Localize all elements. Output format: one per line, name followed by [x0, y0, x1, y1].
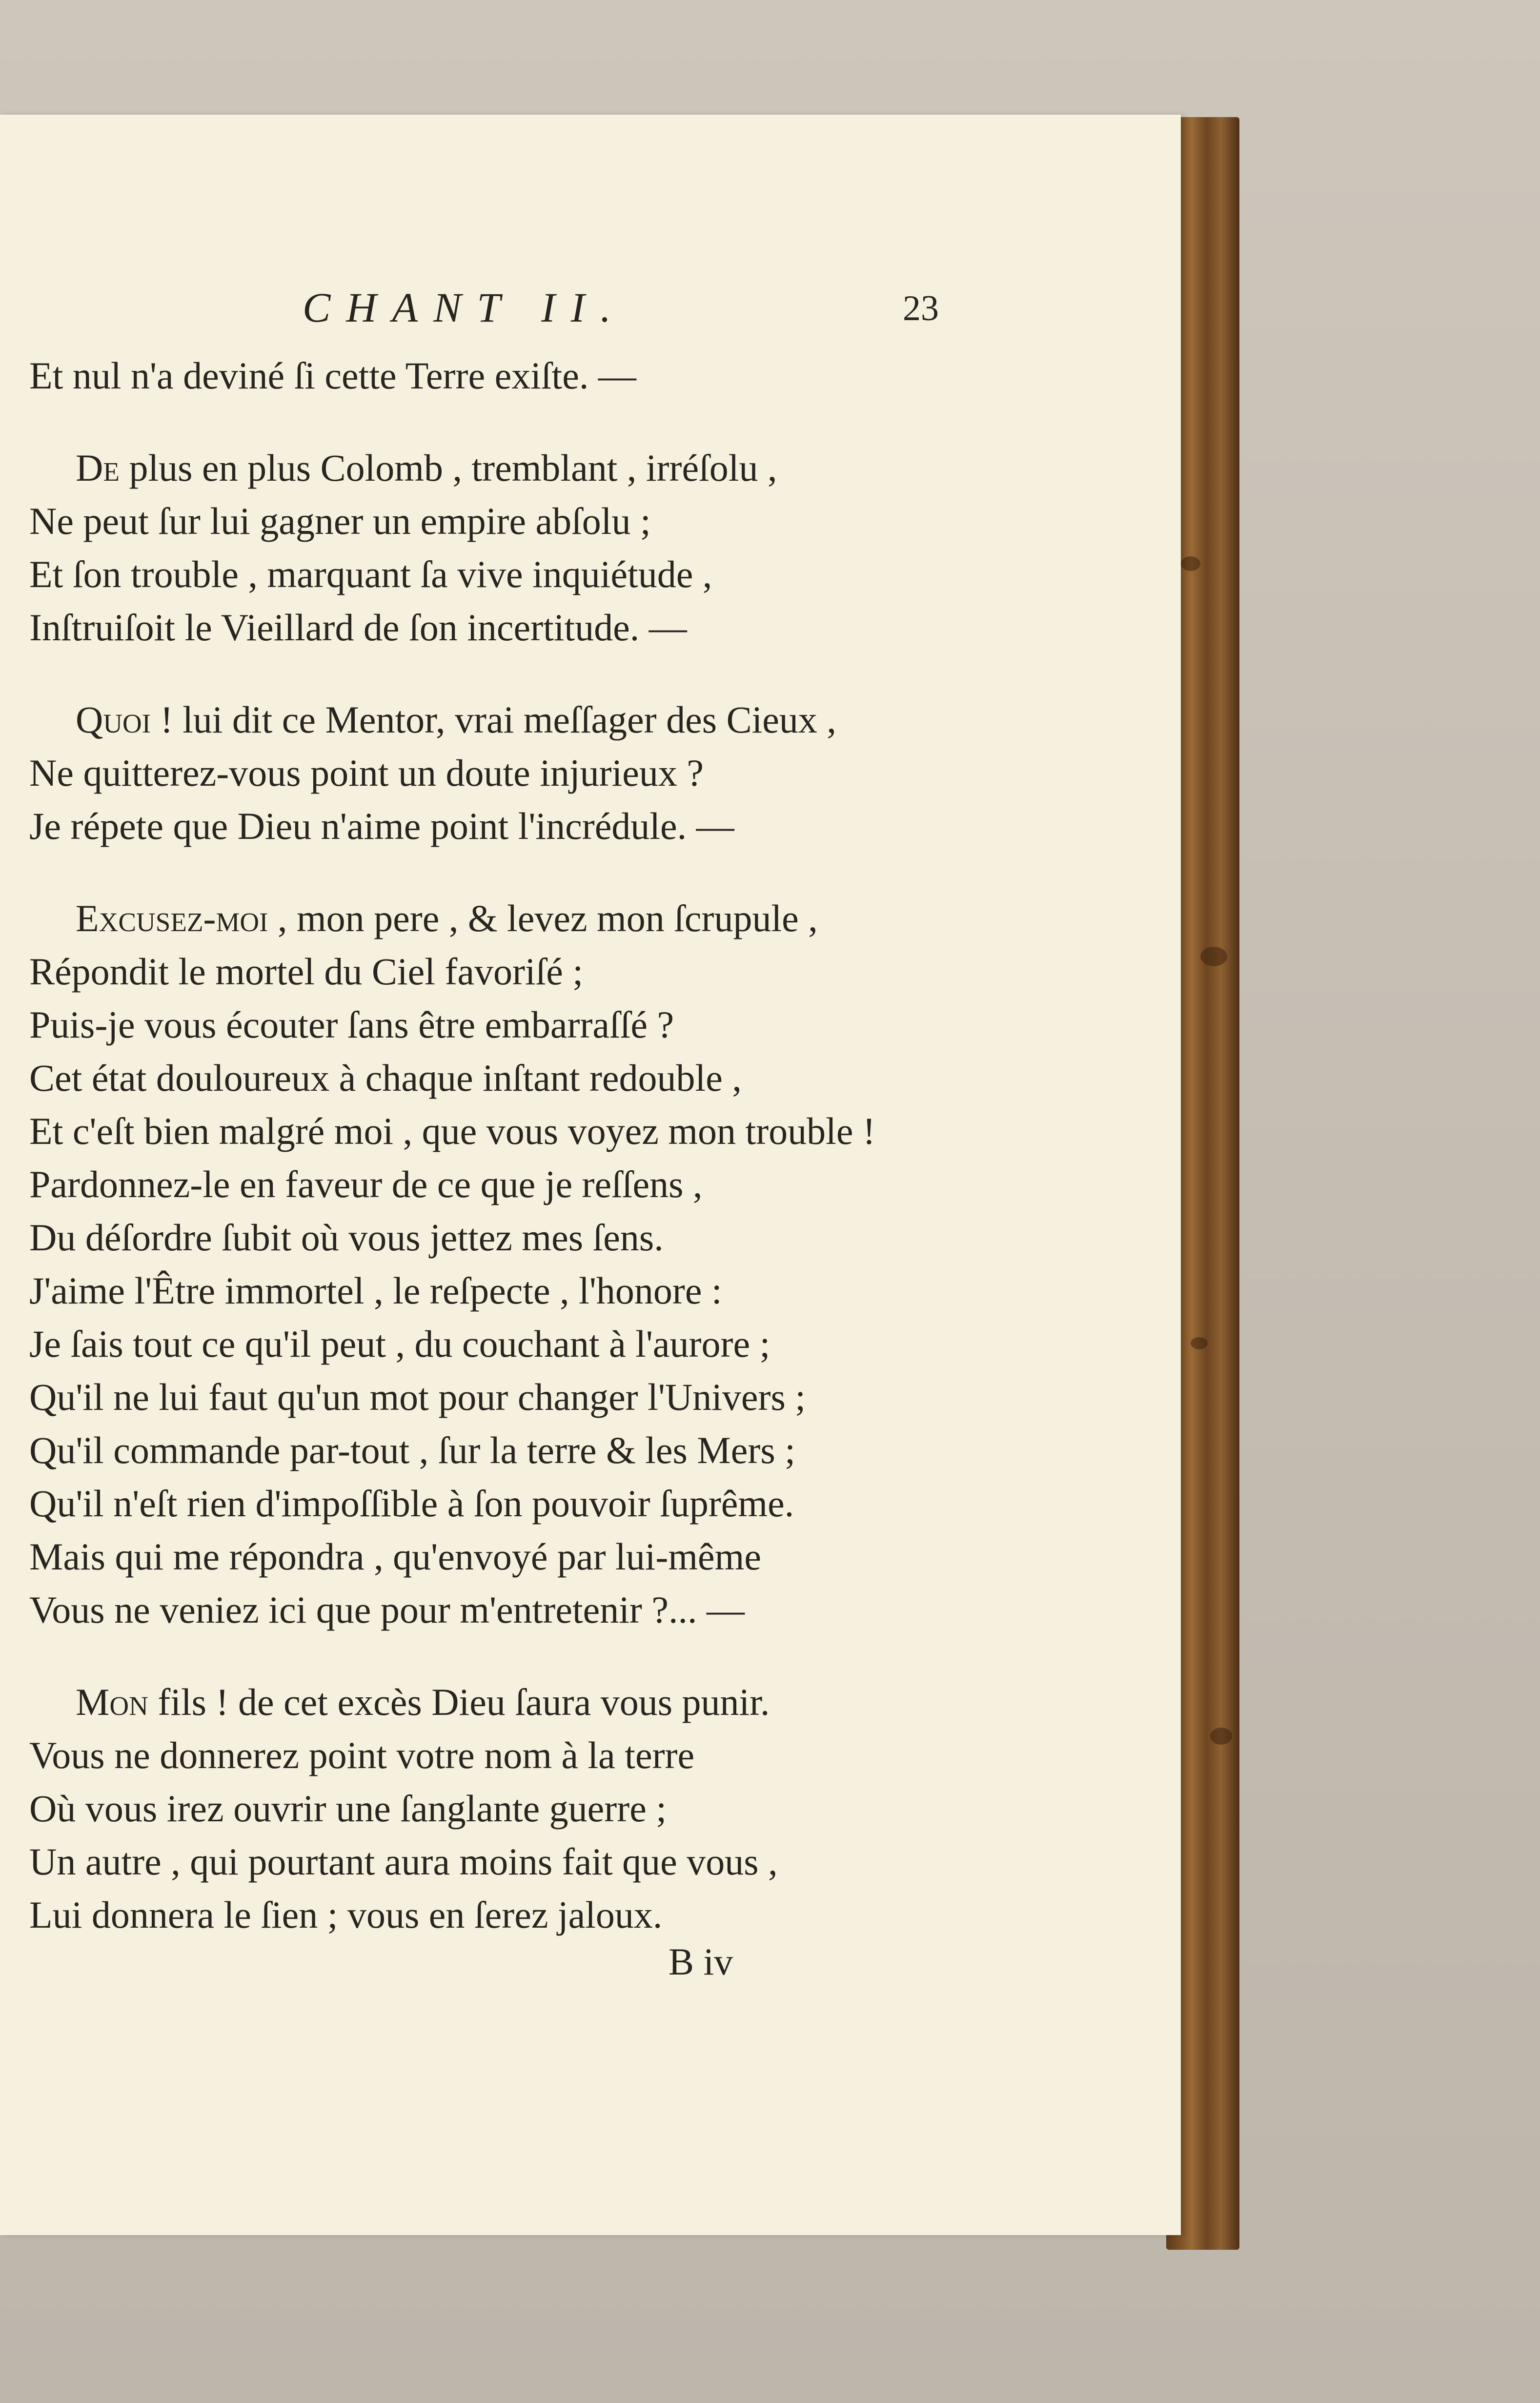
verse-line	[29, 1530, 956, 1583]
poem-text	[29, 349, 956, 1941]
foxing-spot	[1200, 947, 1227, 966]
stanza-lead-word: Quoi	[76, 698, 151, 741]
verse-text: Qu'il n'eſt rien d'impoſſible à ſon pouvoir ſuprême.	[29, 1482, 794, 1525]
verse-line	[29, 1370, 956, 1424]
verse-text: Ne peut ſur lui gagner un empire abſolu ;	[29, 500, 651, 542]
stanza-first-line	[29, 441, 956, 494]
stanza-first-line	[29, 693, 956, 746]
verse-line	[29, 799, 956, 853]
stanza-first-line	[29, 1675, 956, 1729]
page-content	[0, 115, 1181, 2235]
verse-text: Qu'il ne lui faut qu'un mot pour changer l'Univers ;	[29, 1376, 806, 1418]
verse-text: Inſtruiſoit le Vieillard de ſon incertitude. —	[29, 606, 687, 649]
verse-line	[29, 746, 956, 799]
verse-line	[29, 601, 956, 654]
printer-signature: B iv	[669, 1940, 733, 1983]
verse-line	[29, 349, 956, 402]
verse-text: Lui donnera le ſien ; vous en ſerez jaloux.	[29, 1894, 663, 1936]
running-head: CHANT II.	[303, 284, 627, 331]
verse-line	[29, 1782, 956, 1835]
verse-line	[29, 945, 956, 998]
verse-line	[29, 548, 956, 601]
stanza-gap	[29, 654, 956, 693]
verse-line	[29, 494, 956, 548]
verse-text: Où vous irez ouvrir une ſanglante guerre ;	[29, 1787, 667, 1830]
verse-text: Vous ne donnerez point votre nom à la terre	[29, 1734, 695, 1776]
verse-text: Un autre , qui pourtant aura moins fait que vous ,	[29, 1840, 778, 1883]
book-page	[0, 115, 1181, 2235]
verse-text: Ne quitterez-vous point un doute injurieux ?	[29, 752, 704, 794]
foxing-spot	[1191, 1337, 1208, 1349]
page-number: 23	[903, 288, 939, 328]
verse-text: Répondit le mortel du Ciel favoriſé ;	[29, 950, 584, 993]
stanza-lead-word: De	[76, 447, 120, 489]
verse-line	[29, 1888, 956, 1941]
foxing-spot	[1210, 1728, 1232, 1745]
verse-text: Puis-je vous écouter ſans être embarraſſé ?	[29, 1003, 674, 1046]
verse-text: J'aime l'Être immortel , le reſpecte , l'honore :	[29, 1269, 722, 1312]
verse-line	[29, 1729, 956, 1782]
verse-line	[29, 1158, 956, 1211]
verse-text: Et nul n'a deviné ſi cette Terre exiſte. —	[29, 354, 636, 397]
verse-line	[29, 1317, 956, 1370]
verse-text: Qu'il commande par-tout , ſur la terre & les Mers ;	[29, 1429, 795, 1471]
page-header	[0, 283, 1181, 342]
verse-text: plus en plus Colomb , tremblant , irréſolu ,	[119, 447, 777, 489]
verse-text: Cet état douloureux à chaque inſtant redouble ,	[29, 1057, 742, 1099]
verse-text: Et c'eſt bien malgré moi , que vous voyez mon trouble !	[29, 1110, 875, 1152]
verse-line	[29, 1424, 956, 1477]
stanza-gap	[29, 402, 956, 441]
stanza-gap	[29, 853, 956, 892]
verse-line	[29, 1211, 956, 1264]
stanza-first-line	[29, 892, 956, 945]
verse-text: Je répete que Dieu n'aime point l'incrédule. —	[29, 805, 734, 847]
verse-line	[29, 1583, 956, 1636]
verse-text: Et ſon trouble , marquant ſa vive inquiétude ,	[29, 553, 712, 595]
verse-line	[29, 1104, 956, 1158]
stanza-lead-word: Mon	[76, 1681, 148, 1723]
verse-line	[29, 998, 956, 1051]
verse-text: Vous ne veniez ici que pour m'entretenir ?... —	[29, 1588, 745, 1631]
verse-text: Je ſais tout ce qu'il peut , du couchant à l'aurore ;	[29, 1323, 770, 1365]
verse-line	[29, 1835, 956, 1888]
foxing-spot	[1181, 556, 1200, 571]
verse-text: , mon pere , & levez mon ſcrupule ,	[268, 897, 818, 939]
stanza-lead-word: Excusez-moi	[76, 897, 268, 939]
verse-line	[29, 1051, 956, 1104]
verse-text: Du déſordre ſubit où vous jettez mes ſens.	[29, 1216, 664, 1259]
verse-line	[29, 1264, 956, 1317]
stanza-gap	[29, 1636, 956, 1675]
verse-line	[29, 1477, 956, 1530]
verse-text: Pardonnez-le en faveur de ce que je reſſens ,	[29, 1163, 703, 1205]
verse-text: fils ! de cet excès Dieu ſaura vous punir.	[148, 1681, 770, 1723]
verse-text: ! lui dit ce Mentor, vrai meſſager des Cieux ,	[151, 698, 836, 741]
verse-text: Mais qui me répondra , qu'envoyé par lui-même	[29, 1535, 761, 1578]
